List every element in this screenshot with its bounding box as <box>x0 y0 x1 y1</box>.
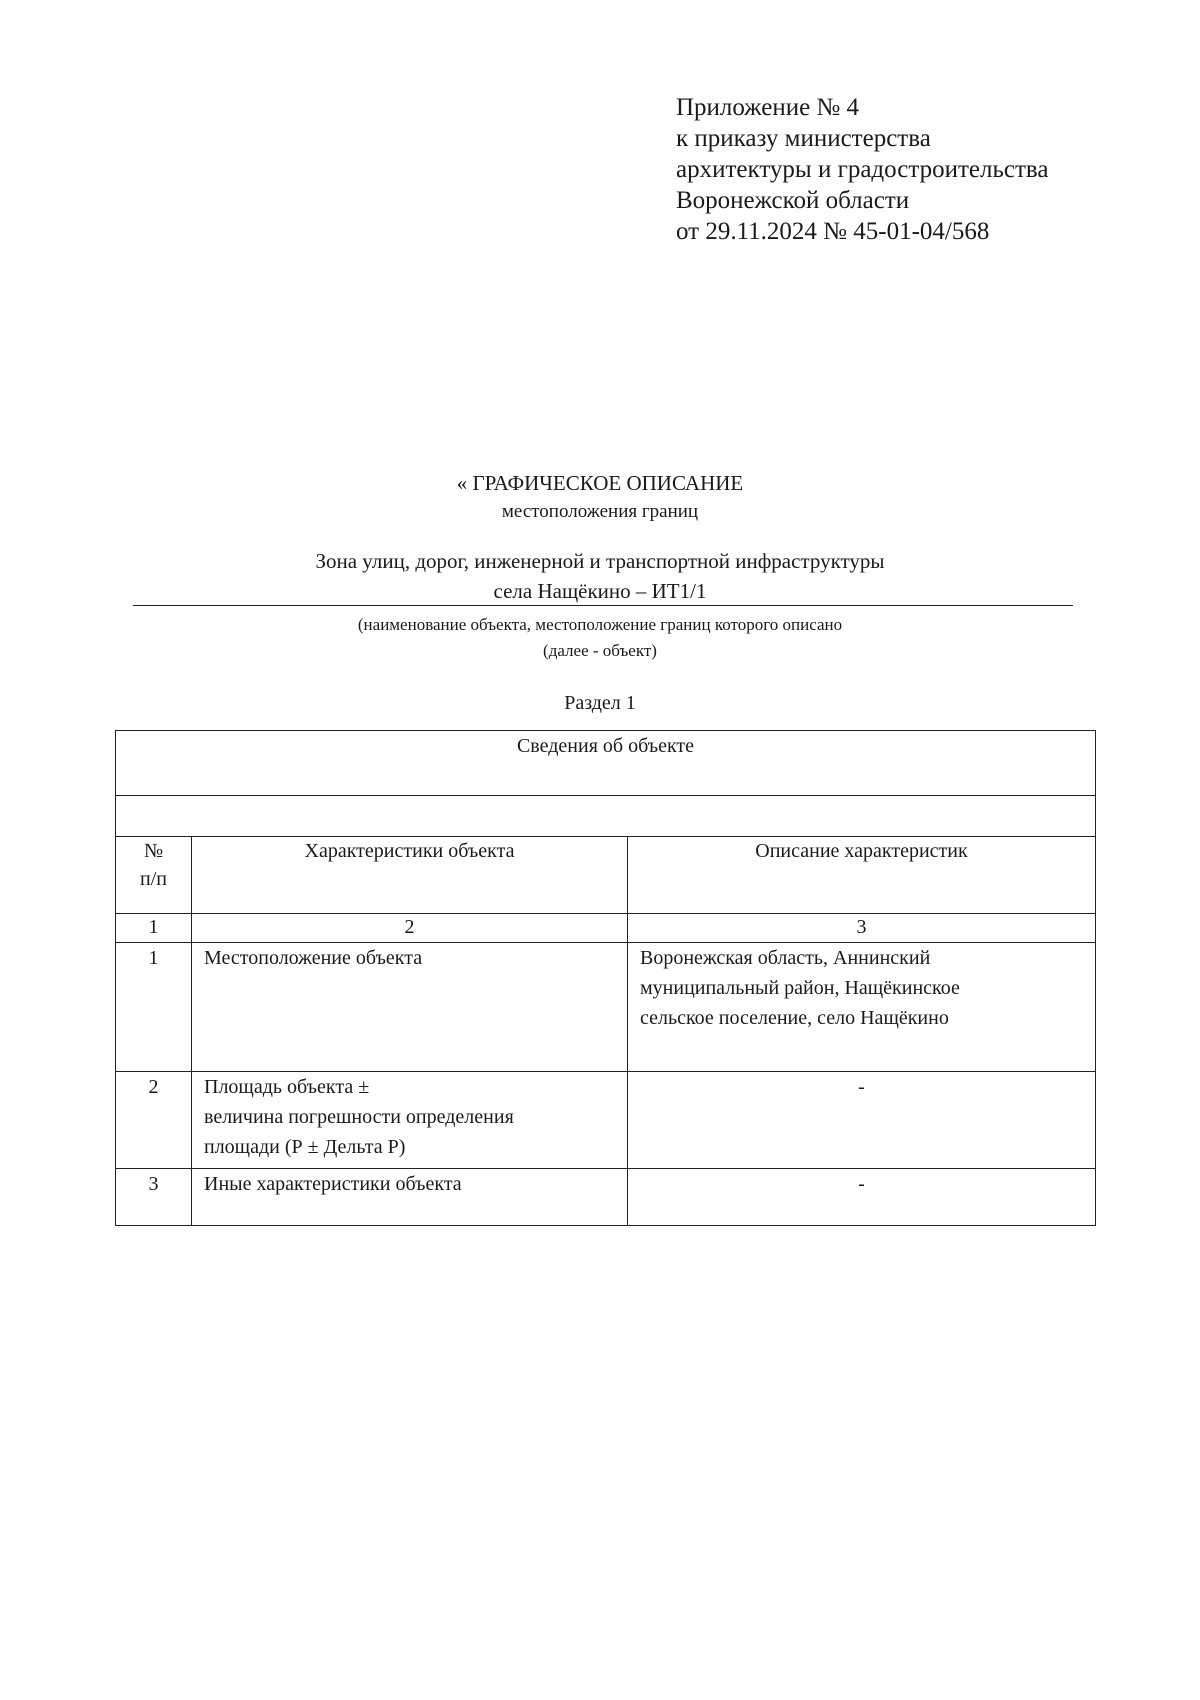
object-name-line: села Нащёкино – ИТ1/1 <box>493 579 707 603</box>
object-caption: (далее - объект) <box>543 641 657 660</box>
table-row <box>116 1072 1096 1169</box>
document-title: « ГРАФИЧЕСКОЕ ОПИСАНИЕ <box>456 471 744 495</box>
table-heading-row <box>116 731 1096 796</box>
column-numbers-row <box>116 914 1096 943</box>
table-heading: Сведения об объекте <box>116 731 1096 796</box>
document-subtitle: местоположения границ <box>501 501 699 522</box>
row-description: - <box>628 1072 1096 1169</box>
row-description: - <box>628 1169 1096 1226</box>
table-row <box>116 943 1096 1072</box>
underline-rule <box>133 605 1073 606</box>
appendix-line: Приложение № 4 <box>676 94 860 121</box>
column-number: 1 <box>116 914 192 943</box>
column-header-description: Описание характеристик <box>628 837 1096 914</box>
blank-cell <box>116 796 1096 837</box>
row-number: 1 <box>116 943 192 1072</box>
column-header-characteristic: Характеристики объекта <box>192 837 628 914</box>
row-number: 3 <box>116 1169 192 1226</box>
column-number: 3 <box>628 914 1096 943</box>
row-number: 2 <box>116 1072 192 1169</box>
table-header-row <box>116 837 1096 914</box>
column-header-number: № п/п <box>116 837 192 914</box>
appendix-line: архитектуры и градостроительства <box>676 156 1049 183</box>
row-characteristic: Иные характеристики объекта <box>192 1169 628 1226</box>
row-characteristic: Местоположение объекта <box>192 943 628 1072</box>
column-number: 2 <box>192 914 628 943</box>
object-caption: (наименование объекта, местоположение границ которого описано <box>357 615 843 634</box>
row-description: Воронежская область, Аннинский муниципальный район, Нащёкинское сельское поселение, село Нащёкино <box>628 943 1096 1072</box>
appendix-line: к приказу министерства <box>676 125 931 152</box>
section-label: Раздел 1 <box>564 692 636 714</box>
object-info-table <box>115 730 1096 1226</box>
table-blank-row <box>116 796 1096 837</box>
table-row <box>116 1169 1096 1226</box>
appendix-line: Воронежской области <box>676 187 910 214</box>
row-characteristic: Площадь объекта ± величина погрешности определения площади (Р ± Дельта Р) <box>192 1072 628 1169</box>
object-name-line: Зона улиц, дорог, инженерной и транспортной инфраструктуры <box>315 549 885 573</box>
appendix-block <box>676 92 1048 247</box>
appendix-line: от 29.11.2024 № 45-01-04/568 <box>676 218 990 245</box>
